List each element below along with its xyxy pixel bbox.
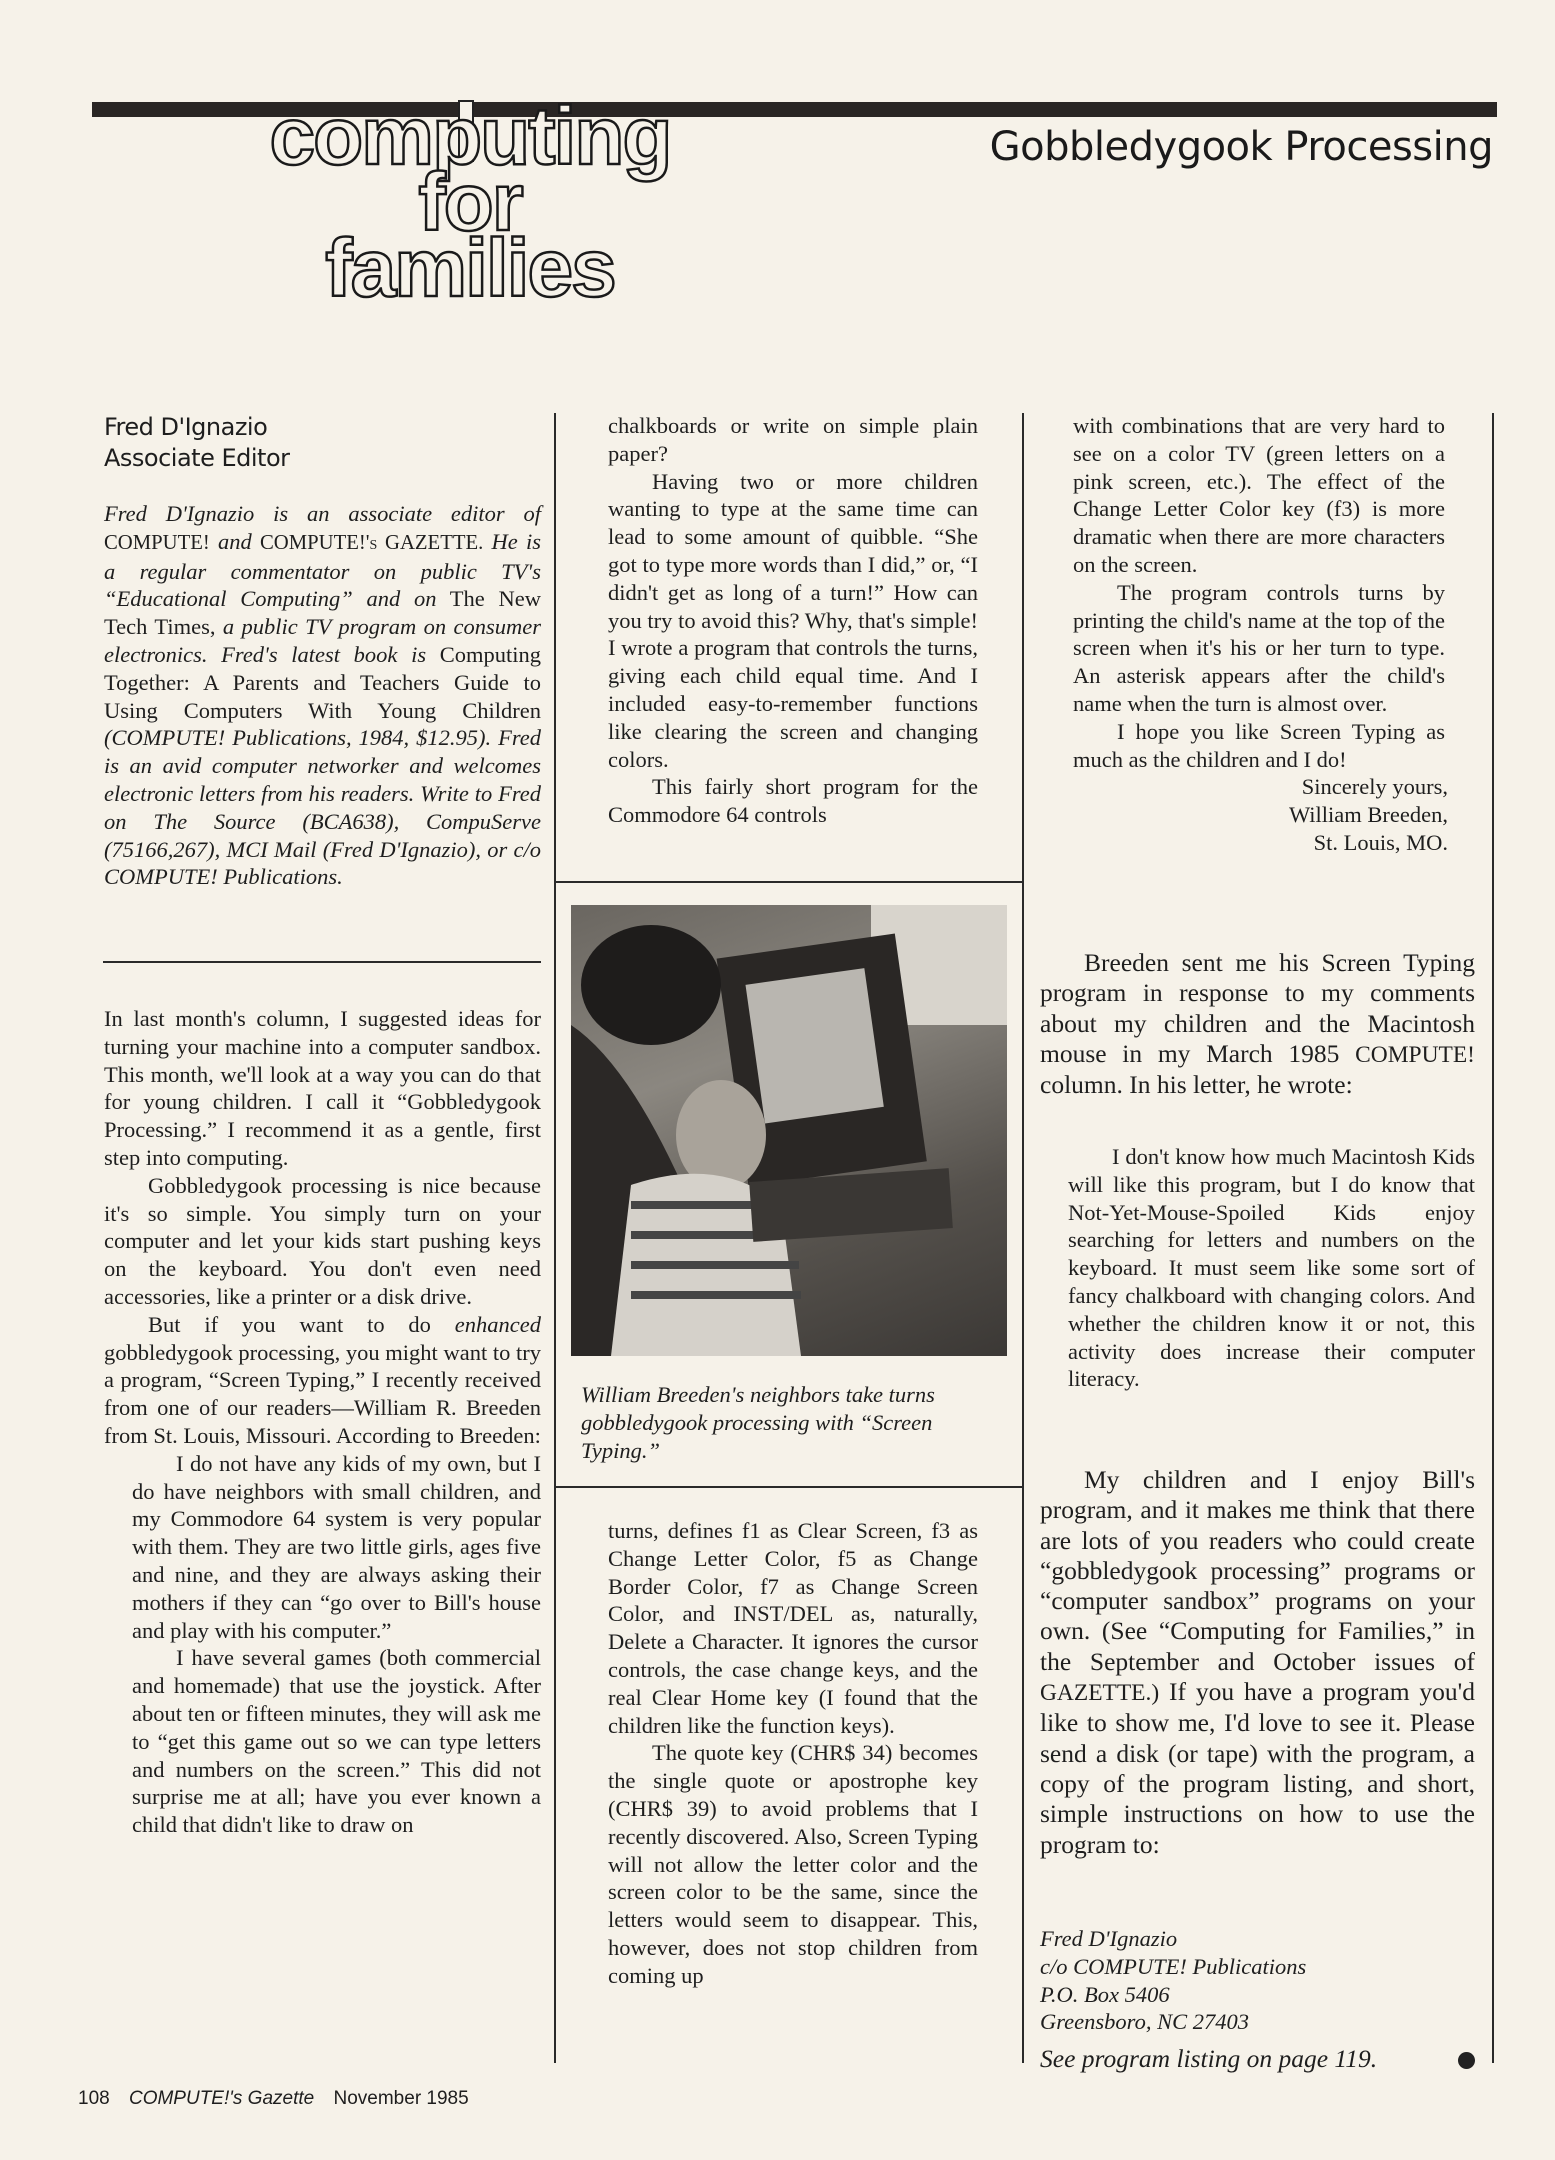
paragraph: I hope you like Screen Typing as much as the children and I do! (1073, 718, 1445, 772)
mailing-address (1040, 1925, 1475, 2036)
logo-line: for (418, 157, 522, 248)
paragraph: Breeden sent me his Screen Typing program in response to my comments about my children and the Macintosh mouse in my March 1985 COMPUTE! column. In his letter, he wrote: (1040, 948, 1475, 1100)
address-line: Fred D'Ignazio (1040, 1926, 1178, 1951)
column-1-body (104, 1005, 541, 1839)
bio-text: Fred D'Ignazio is an associate editor of (104, 501, 541, 526)
column-2-top (608, 412, 978, 829)
column-2-bottom (608, 1517, 978, 1990)
letter-signoff (1073, 773, 1448, 857)
address-line: c/o COMPUTE! Publications (1040, 1953, 1307, 1979)
address-line: P.O. Box 5406 (1040, 1981, 1170, 2007)
photo-caption: William Breeden's neighbors take turns gobbledygook processing with “Screen Typing.” (581, 1382, 935, 1463)
paragraph: My children and I enjoy Bill's program, and it makes me think that there are lots of you readers who could create “gobbledygook processing” programs or “computer sandbox” programs on your own. (See “Computing for Families,” in the September and October issues of GAZETTE.) If you have a program you'd like to show me, I'd love to see it. Please send a disk (or tape) with the program, a copy of the program listing, and short, simple instructions on how to use the program to: (1040, 1465, 1475, 1859)
photo-children-at-computer (571, 905, 1007, 1356)
column-divider (554, 413, 556, 2063)
column-divider (1022, 413, 1024, 2063)
column-logo (200, 91, 740, 314)
bio-text: (COMPUTE! Publications, 1984, $12.95). Fred is an avid computer networker and welcomes electronic letters from his readers. Write to Fred on The Source (BCA638), CompuServe (75166,267), MCI Mail (Fred D'Ignazio), or c/o COMPUTE! Publications. (104, 725, 541, 890)
paragraph: The quote key (CHR$ 34) becomes the single quote or apostrophe key (CHR$ 39) to avoid problems that I recently discovered. Also, Screen Typing will not allow the letter color and the screen color to be the same, since the letters would seem to disappear. This, however, does not stop children from coming up (608, 1740, 978, 1988)
issue-date: November 1985 (333, 2088, 469, 2109)
letter-paragraph: I don't know how much Macintosh Kids will like this program, but I do know that Not-Yet-Mouse-Spoiled Kids enjoy searching for letters and numbers on the keyboard. It must seem like some sort of fancy chalkboard with changing colors. And whether the children know it or not, this activity does increase their computer literacy. (1068, 1144, 1475, 1392)
column-3-closing (1040, 1465, 1475, 1860)
bio-text: The New Tech Times, (104, 586, 541, 640)
author-name: Fred D'Ignazio (104, 413, 268, 441)
column-3-body (1040, 948, 1475, 1100)
column-divider (1492, 413, 1494, 2063)
bio-text: COMPUTE! (104, 531, 210, 554)
paragraph: The program controls turns by printing the child's name at the top of the screen when it's his or her turn to type. An asterisk appears after the child's name when the turn is almost over. (1073, 579, 1445, 716)
bio-text: a public TV program on consumer electronics. Fred's latest book is (104, 614, 542, 667)
author-bio (104, 500, 541, 891)
magazine-name: COMPUTE!'s Gazette (128, 2088, 315, 2109)
photo-bottom-rule (555, 1486, 1023, 1488)
page-number: 108 (78, 2088, 110, 2109)
article-title: Gobbledygook Processing (989, 124, 1493, 170)
signoff-line: William Breeden, (1288, 802, 1448, 828)
signoff-line: Sincerely yours, (1301, 774, 1448, 800)
byline (104, 412, 290, 474)
author-role: Associate Editor (104, 444, 290, 472)
paragraph: This fairly short program for the Commodore 64 controls (608, 774, 978, 828)
bio-text: and (218, 528, 252, 554)
letter-paragraph: I have several games (both commercial and homemade) that use the joystick. After about ten or fifteen minutes, they will ask me to “get this game out so we can type letters and numbers on the screen.” This did not surprise me at all; have you ever known a child that didn't like to draw on (132, 1645, 541, 1838)
logo-line: computing (269, 91, 671, 182)
listing-note: See program listing on page 119. (1040, 2044, 1378, 2073)
column-3-letter-end (1073, 412, 1448, 857)
paragraph: chalkboards or write on simple plain paper? (608, 413, 978, 466)
signoff-line: St. Louis, MO. (1313, 830, 1448, 856)
bio-text: Computing Together: A Parents and Teachers Guide to Using Computers With Young Children (104, 641, 541, 723)
paragraph: with combinations that are very hard to see on a color TV (green letters on a pink screen, etc.). The effect of the Change Letter Color key (f3) is more dramatic when there are more characters on the screen. (1073, 413, 1445, 577)
logo-line: families (325, 223, 615, 314)
bio-text: He is a regular commentator on public TV's “Educational Computing” and on (104, 528, 542, 612)
end-mark-icon (1458, 2052, 1475, 2069)
address-line: Greensboro, NC 27403 (1040, 2009, 1249, 2035)
bio-divider (103, 961, 541, 963)
letter-paragraph: I do not have any kids of my own, but I do have neighbors with small children, and my Commodore 64 system is very popular with them. They are two little girls, ages five and nine, and they are always asking their mothers if they can “go over to Bill's house and play with his computer.” (132, 1450, 541, 1643)
paragraph: But if you want to do enhanced gobbledygook processing, you might want to try a program, “Screen Typing,” I recently received from one of our readers—William R. Breeden from St. Louis, Missouri. According to Breeden: (104, 1311, 541, 1448)
photo-top-rule (555, 881, 1023, 883)
bio-text: COMPUTE!'s GAZETTE. (260, 531, 484, 554)
column-3-quote (1040, 1143, 1475, 1393)
paragraph: Having two or more children wanting to type at the same time can lead to some amount of quibble. “She got to type more words than I did,” or, “I didn't get as long of a turn!” How can you try to avoid this? Why, that's simple! I wrote a program that controls the turns, giving each child equal time. And I included easy-to-remember functions like clearing the screen and changing colors. (608, 468, 978, 772)
paragraph: In last month's column, I suggested ideas for turning your machine into a computer sandbox. This month, we'll look at a way you can do that for young children. I call it “Gobbledygook Processing.” I recommend it as a gentle, first step into computing. (104, 1006, 541, 1170)
paragraph: turns, defines f1 as Clear Screen, f3 as Change Letter Color, f5 as Change Border Color, f7 as Change Screen Color, and INST/DEL as, naturally, Delete a Character. It ignores the cursor controls, the case change keys, and the real Clear Home key (I found that the children like the function keys). (608, 1518, 978, 1738)
page-footer (78, 2088, 483, 2110)
paragraph: Gobbledygook processing is nice because it's so simple. You simply turn on your computer and let your kids start pushing keys on the keyboard. You don't even need accessories, like a printer or a disk drive. (104, 1172, 541, 1309)
